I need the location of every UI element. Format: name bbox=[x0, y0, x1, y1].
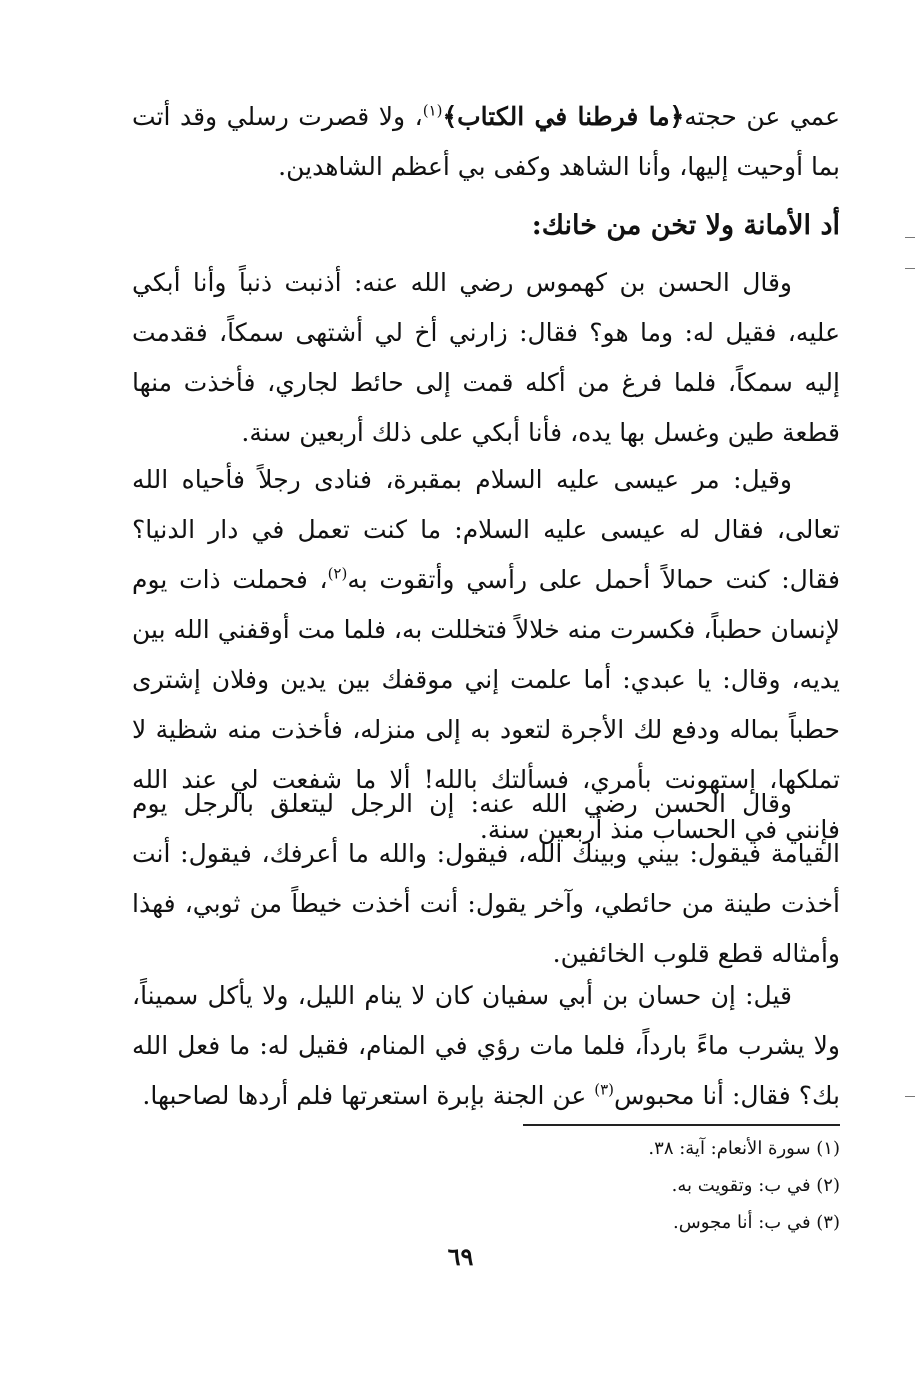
paragraph-2-text: وقال الحسن بن كهموس رضي الله عنه: أذنبت ذنباً وأنا أبكي عليه، فقيل له: وما هو؟ فقال: زارني أخ لي أشتهى سمكاً، فقدمت إليه سمكاً، فلما فرغ من أكله قمت إلى حائط لجاري، فأخذت منها قطعة طين وغسل بها يده، فأنا أبكي على ذلك أربعين سنة. bbox=[132, 268, 840, 447]
footnote-separator bbox=[523, 1124, 840, 1126]
page-number: ٦٩ bbox=[447, 1242, 474, 1271]
footnotes bbox=[400, 1130, 840, 1241]
paragraph-3-part-2: ، فحملت ذات يوم لإنسان حطباً، فكسرت منه خلالاً فتخللت به، فلما مت أوقفني الله بين يديه، وقال: يا عبدي: أما علمت إني موقفك بين يدين وفلان إشترى حطباً بماله ودفع لك الأجرة لتعود به إلى منزله، فأخذت منه شظية لا تملكها، إستهونت بأمري، فسألتك بالله! ألا ما شفعت لي عند الله فإنني في الحساب منذ أربعين سنة. bbox=[132, 565, 840, 844]
footnote-3: (٣) في ب: أنا مجوس. bbox=[673, 1212, 840, 1233]
footnote-2: (٢) في ب: وتقويت به. bbox=[671, 1175, 840, 1196]
section-heading: أد الأمانة ولا تخن من خانك: bbox=[531, 210, 840, 241]
footnote-1: (١) سورة الأنعام: آية: ٣٨. bbox=[648, 1138, 840, 1159]
paragraph-5-part-2: عن الجنة بإبرة استعرتها فلم أردها لصاحبها. bbox=[142, 1081, 595, 1110]
paragraph-5 bbox=[132, 971, 840, 1121]
paragraph-1-rest: ، ولا قصرت رسلي وقد أتت بما أوحيت إليها، وأنا الشاهد وكفى بي أعظم الشاهدين. bbox=[132, 102, 840, 181]
quran-quote: ما فرطنا في الكتاب bbox=[457, 102, 670, 131]
footnote-ref-2: (٢) bbox=[327, 564, 348, 583]
paragraph-4 bbox=[132, 779, 840, 979]
paragraph-3-part-1: وقيل: مر عيسى عليه السلام بمقبرة، فنادى رجلاً فأحياه الله تعالى، فقال له عيسى عليه السلام: ما كنت تعمل في دار الدنيا؟ فقال: كنت حمالاً أحمل على رأسي وأتقوت به bbox=[132, 465, 840, 594]
paragraph-4-text: وقال الحسن رضي الله عنه: إن الرجل ليتعلق بالرجل يوم القيامة فيقول: بيني وبينك الله، فيقول: والله ما أعرفك، فيقول: أنت أخذت طينة من حائطي، وآخر يقول: أنت أخذت خيطاً من ثوبي، فهذا وأمثاله قطع قلوب الخائفين. bbox=[132, 789, 840, 968]
scan-edge-mark bbox=[905, 1096, 915, 1097]
paragraph-1 bbox=[132, 92, 840, 192]
footnote-ref-3: (٣) bbox=[594, 1080, 615, 1099]
paragraph-2 bbox=[132, 258, 840, 458]
paragraph-5-part-1: قيل: إن حسان بن أبي سفيان كان لا ينام الليل، ولا يأكل سميناً، ولا يشرب ماءً بارداً، فلما مات رؤي في المنام، فقيل له: ما فعل الله بك؟ فقال: أنا محبوس bbox=[132, 981, 840, 1110]
scan-edge-mark bbox=[905, 268, 915, 269]
scan-edge-mark bbox=[905, 237, 915, 238]
footnote-ref-1: (١) bbox=[422, 101, 443, 120]
paragraph-1-lead: عمي عن حجته bbox=[684, 102, 841, 131]
quran-bracket-close: ﴾ bbox=[442, 102, 458, 131]
quran-bracket-open: ﴿ bbox=[669, 102, 685, 131]
